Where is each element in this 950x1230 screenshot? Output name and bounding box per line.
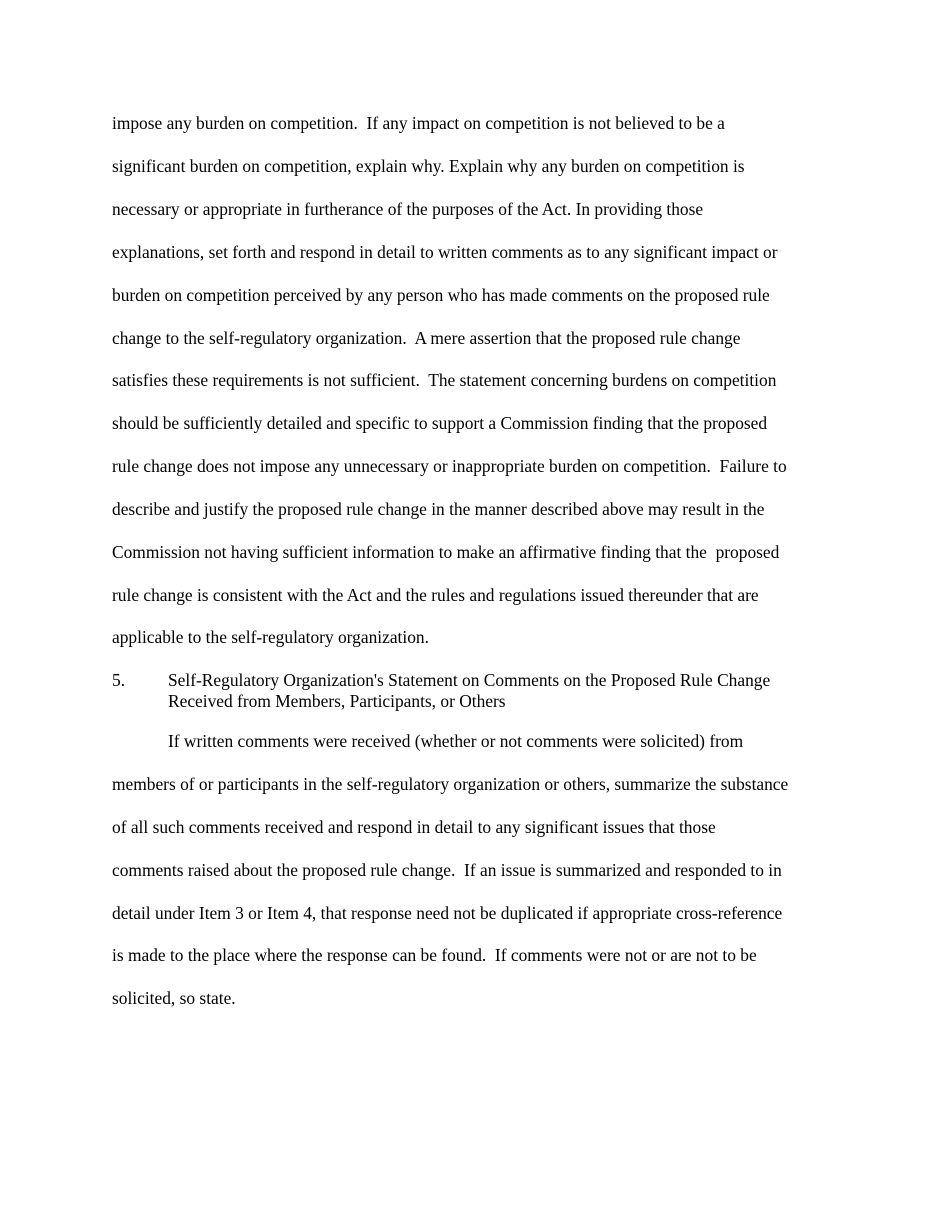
paragraph-line: impose any burden on competition. If any impact on competition is not believed to be a	[112, 113, 725, 133]
paragraph-line: is made to the place where the response can be found. If comments were not or are not to be	[112, 945, 757, 965]
paragraph-line: explanations, set forth and respond in detail to written comments as to any significant impact or	[112, 242, 778, 262]
paragraph-line: comments raised about the proposed rule change. If an issue is summarized and responded to in	[112, 860, 782, 880]
paragraph-line: satisfies these requirements is not sufficient. The statement concerning burdens on competition	[112, 370, 777, 390]
paragraph-line: change to the self-regulatory organization. A mere assertion that the proposed rule change	[112, 328, 741, 348]
section-title-line: Self-Regulatory Organization's Statement on Comments on the Proposed Rule Change	[168, 670, 771, 690]
section-number: 5.	[112, 670, 126, 690]
paragraph-line: rule change does not impose any unnecessary or inappropriate burden on competition. Failure to	[112, 456, 787, 476]
paragraph-line: necessary or appropriate in furtherance of the purposes of the Act. In providing those	[112, 199, 704, 219]
paragraph-line: applicable to the self-regulatory organization.	[112, 627, 429, 647]
paragraph-line: should be sufficiently detailed and specific to support a Commission finding that the proposed	[112, 413, 768, 433]
paragraph-line: detail under Item 3 or Item 4, that response need not be duplicated if appropriate cross-reference	[112, 903, 783, 923]
paragraph-line: rule change is consistent with the Act and the rules and regulations issued thereunder that are	[112, 585, 759, 605]
paragraph-line: of all such comments received and respond in detail to any significant issues that those	[112, 817, 716, 837]
paragraph-line: members of or participants in the self-regulatory organization or others, summarize the substance	[112, 774, 789, 794]
paragraph-line: Commission not having sufficient information to make an affirmative finding that the proposed	[112, 542, 780, 562]
paragraph-line: burden on competition perceived by any person who has made comments on the proposed rule	[112, 285, 770, 305]
paragraph-line: solicited, so state.	[112, 988, 236, 1008]
section-title-line: Received from Members, Participants, or Others	[168, 691, 506, 711]
paragraph-line: describe and justify the proposed rule change in the manner described above may result in the	[112, 499, 765, 519]
paragraph-line: significant burden on competition, explain why. Explain why any burden on competition is	[112, 156, 745, 176]
paragraph-line: If written comments were received (whether or not comments were solicited) from	[168, 731, 744, 751]
